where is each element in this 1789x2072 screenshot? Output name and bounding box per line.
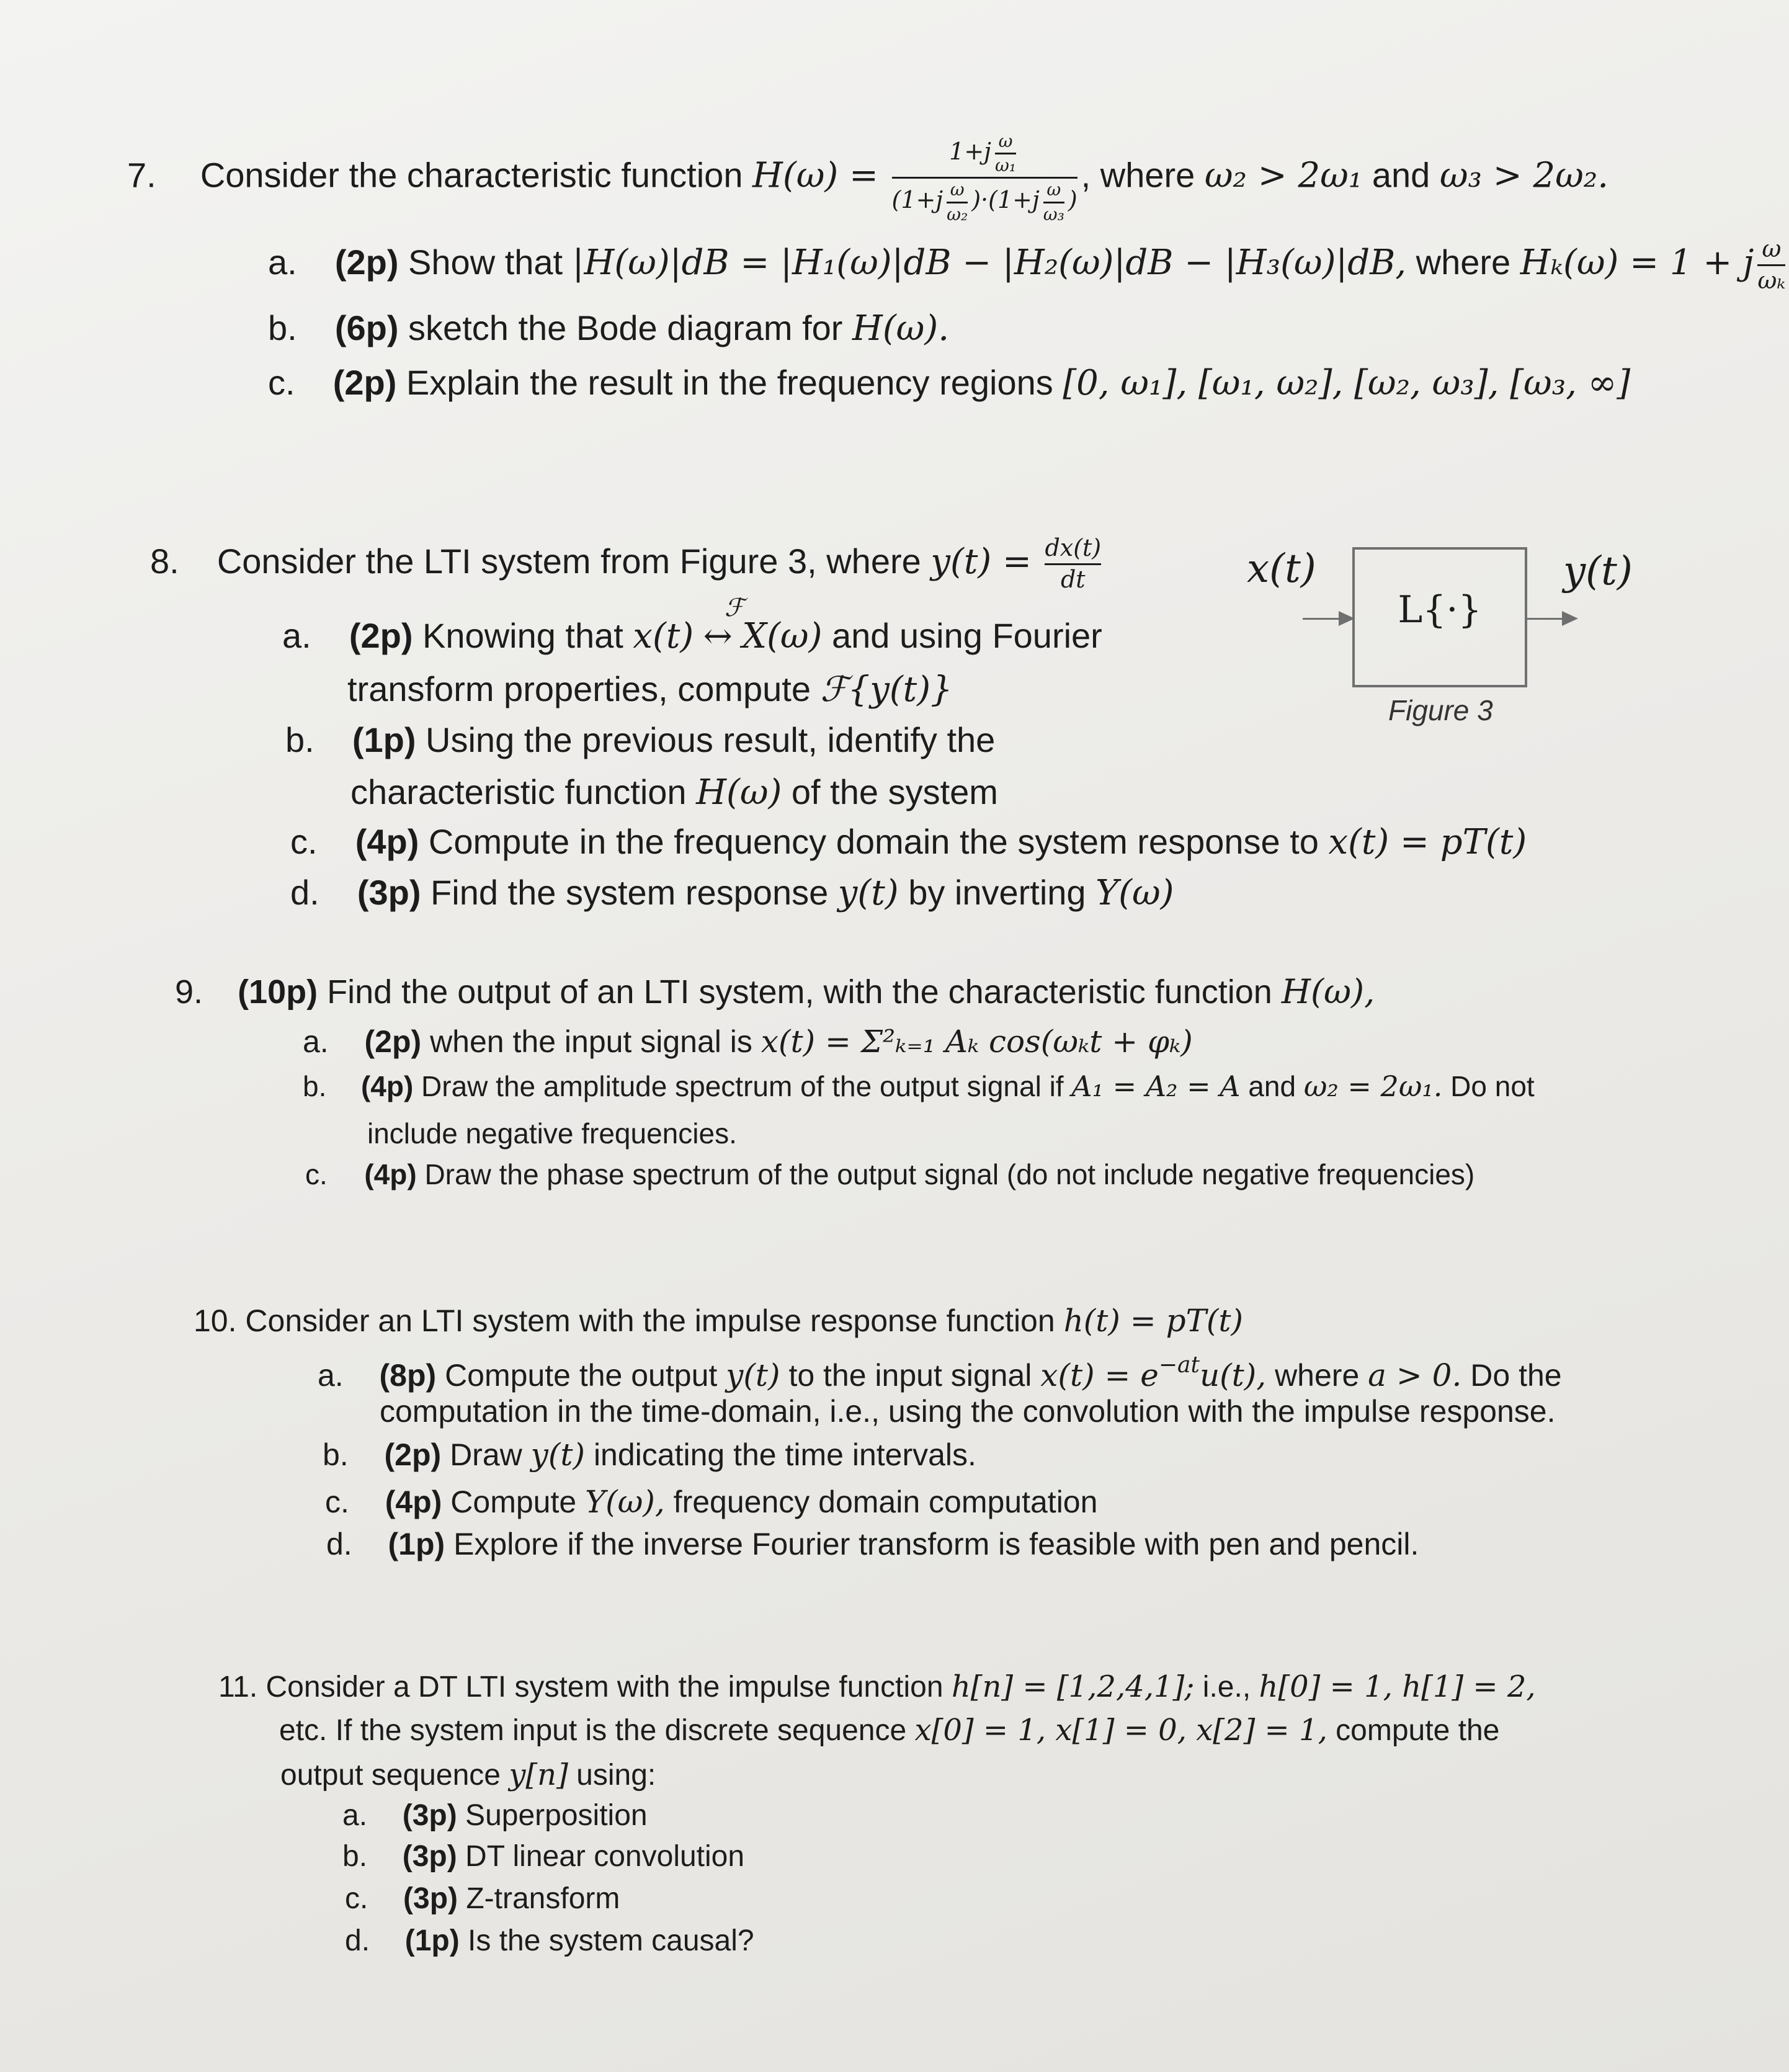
q8d-expr1: y(t) — [837, 873, 899, 913]
q8-lhs: y(t) = — [930, 541, 1032, 582]
q7-frac-den-a: (1+j — [891, 186, 944, 214]
q8d-text2: by inverting — [908, 873, 1086, 912]
q11-line2c: compute the — [1336, 1714, 1500, 1747]
q8a-points: (2p) — [349, 616, 413, 655]
q11c-points: (3p) — [403, 1882, 458, 1915]
q9b-label: b. — [303, 1070, 327, 1102]
figure-system-block — [1352, 547, 1527, 687]
q7-condition-2: ω₃ > 2ω₂. — [1439, 155, 1608, 196]
q10c-expr: Y(ω), — [585, 1484, 665, 1520]
q10b-text2: indicating the time intervals. — [593, 1437, 976, 1472]
q7-comma: , — [1081, 155, 1091, 195]
q7b-points: (6p) — [334, 308, 399, 347]
q10a-text4: Do the — [1470, 1358, 1562, 1393]
q10a-label: a. — [318, 1358, 344, 1393]
q11d-text: Is the system causal? — [468, 1924, 754, 1957]
q8b-line2b: H(ω) — [696, 772, 782, 813]
figure-caption: Figure 3 — [1388, 694, 1493, 726]
q10-line — [194, 1299, 1243, 1342]
q8b-line2c: of the system — [791, 772, 998, 811]
q7-condition-1: ω₂ > 2ω₁ — [1204, 155, 1363, 196]
q7-frac-den-w-2: ω — [1046, 179, 1061, 200]
q9c-label: c. — [305, 1158, 328, 1190]
q8b-line2 — [350, 770, 998, 815]
q7-lhs: H(ω) = — [752, 155, 878, 196]
q10c-label: c. — [325, 1485, 349, 1519]
q7a-points: (2p) — [334, 242, 399, 282]
q7-frac-den-inner-1 — [947, 180, 968, 224]
figure-output-arrow-head — [1562, 611, 1578, 626]
q8-fraction — [1045, 535, 1101, 593]
q10c-points: (4p) — [385, 1485, 442, 1519]
q10d-line — [326, 1522, 1419, 1566]
q7c-label: c. — [268, 363, 295, 402]
q11-expr2: h[0] = 1, h[1] = 2, — [1259, 1669, 1536, 1704]
q11d-points: (1p) — [404, 1924, 460, 1957]
q8a-expr1: x(t) — [633, 616, 694, 656]
q11b-label: b. — [342, 1840, 368, 1873]
q7a-hk-frac — [1757, 236, 1785, 294]
q7a-hk-n: ω — [1762, 235, 1782, 262]
q7-frac-den-c: ) — [1068, 186, 1077, 214]
q11a-line — [342, 1794, 648, 1838]
q11c-label: c. — [345, 1882, 368, 1915]
q7c-expr: [0, ω₁], [ω₁, ω₂], [ω₂, ω₃], [ω₃, ∞] — [1063, 363, 1631, 403]
q7c-line — [268, 361, 1630, 405]
q10-text: Consider an LTI system with the impulse response function — [245, 1303, 1055, 1338]
q9a-text: when the input signal is — [430, 1024, 752, 1059]
q7a-expr: |H(ω)|dB = |H₁(ω)|dB − |H₂(ω)|dB − |H₃(ω)|dB, — [572, 242, 1407, 283]
q7-line — [127, 132, 1608, 225]
q11-expr1: h[n] = [1,2,4,1]; — [951, 1669, 1195, 1704]
q10b-points: (2p) — [384, 1437, 442, 1472]
q7c-text: Explain the result in the frequency regions — [406, 363, 1053, 402]
q11c-line — [345, 1877, 620, 1921]
q8-text: Consider the LTI system from Figure 3, where — [216, 541, 921, 581]
q11-line2b: x[0] = 1, x[1] = 0, x[2] = 1, — [914, 1713, 1327, 1748]
q8d-line — [290, 871, 1174, 915]
q10a-text3: where — [1275, 1358, 1360, 1393]
q10a-line2-text: computation in the time-domain, i.e., using the convolution with the impulse response. — [380, 1394, 1556, 1429]
q11-number: 11. — [218, 1671, 258, 1704]
q8c-expr: x(t) = pT(t) — [1328, 822, 1527, 862]
q10d-text: Explore if the inverse Fourier transform is feasible with pen and pencil. — [453, 1527, 1419, 1561]
q10a-points: (8p) — [379, 1358, 437, 1393]
q9a-line — [303, 1020, 1193, 1063]
q8b-line2a: characteristic function — [350, 772, 687, 811]
q10a-line2 — [380, 1390, 1555, 1433]
figure-output-label: y(t) — [1563, 548, 1633, 594]
q8a-ft-sym: ℱ — [725, 594, 744, 622]
q8d-points: (3p) — [357, 873, 421, 912]
q8a-expr2: X(ω) — [742, 616, 823, 656]
q11b-line — [342, 1835, 744, 1878]
q9b-expr1: A₁ = A₂ = A — [1071, 1069, 1241, 1103]
q9b-points: (4p) — [360, 1070, 414, 1102]
q10c-text2: frequency domain computation — [673, 1485, 1098, 1519]
q7a-where: where — [1416, 242, 1511, 282]
figure-block-label: L{·} — [1398, 588, 1482, 632]
q9c-points: (4p) — [364, 1158, 417, 1190]
q10-number: 10. — [194, 1303, 237, 1338]
q10c-line — [325, 1480, 1097, 1524]
q7-where: where — [1100, 155, 1195, 195]
q11-line2 — [279, 1708, 1499, 1753]
q9b-and: and — [1248, 1070, 1296, 1102]
q7a-line — [268, 236, 1789, 294]
q8b-points: (1p) — [352, 720, 416, 759]
q11-line3 — [280, 1753, 656, 1797]
figure-input-label: x(t) — [1247, 546, 1316, 592]
q11a-text: Superposition — [465, 1799, 648, 1832]
q11d-line — [345, 1919, 754, 1963]
q7-number: 7. — [127, 155, 156, 195]
q9-number: 9. — [175, 973, 203, 1011]
q7-frac-num: 1+j — [949, 138, 991, 166]
figure-output-arrow-line — [1527, 618, 1564, 620]
q10b-label: b. — [323, 1437, 349, 1472]
q10a-expr2: x(t) = e — [1040, 1357, 1159, 1393]
q8d-label: d. — [290, 873, 319, 912]
q8c-label: c. — [290, 822, 318, 861]
q10a-text2: to the input signal — [788, 1358, 1032, 1393]
q10d-label: d. — [326, 1527, 352, 1561]
q7-frac-den-b: )·(1+j — [971, 186, 1040, 214]
q10b-line — [323, 1433, 976, 1476]
q8d-text: Find the system response — [431, 873, 829, 912]
q7a-hk-d: ωₖ — [1757, 266, 1786, 294]
q7-frac-num-inner-d: ω₁ — [994, 155, 1017, 176]
q9-line — [175, 970, 1375, 1014]
q10b-expr: y(t) — [530, 1437, 586, 1473]
q9c-line — [305, 1153, 1474, 1196]
q8c-line — [290, 820, 1527, 864]
q9b-line1 — [303, 1065, 1535, 1108]
q7-frac-den-w3: ω₃ — [1043, 203, 1064, 225]
q11-line1 — [218, 1665, 1536, 1709]
q7-frac-num-inner — [995, 132, 1016, 176]
q9a-expr: x(t) = Σ²ₖ₌₁ Aₖ cos(ωₖt + φₖ) — [761, 1024, 1193, 1060]
q9b-expr2: ω₂ = 2ω₁. — [1303, 1069, 1443, 1103]
q8b-text: Using the previous result, identify the — [426, 720, 996, 759]
q7-frac-den-w: ω — [950, 179, 965, 200]
q10a-text1: Compute the output — [445, 1358, 718, 1393]
q11c-text: Z-transform — [466, 1882, 620, 1915]
q8-line — [150, 535, 1105, 593]
q8-frac-n: dx(t) — [1045, 534, 1102, 561]
q8b-line1 — [285, 718, 995, 762]
q8a-text1: Knowing that — [422, 616, 623, 655]
q8a-line2a: transform properties, compute — [347, 669, 811, 708]
q8a-arrow: ↔ — [703, 616, 733, 656]
q8a-line1 — [282, 614, 1102, 658]
q7-frac-num-inner-n: ω — [998, 131, 1013, 151]
q11-text: Consider a DT LTI system with the impulse function — [265, 1671, 944, 1704]
q11-line3b: y[n] — [509, 1757, 568, 1792]
q7-text: Consider the characteristic function — [200, 155, 743, 195]
q7a-label: a. — [268, 242, 297, 282]
q9-expr: H(ω), — [1281, 972, 1375, 1011]
q10a-expr4: a > 0. — [1368, 1357, 1462, 1393]
q7-frac-den-w2: ω₂ — [947, 203, 968, 225]
figure-input-arrow-line — [1303, 618, 1341, 620]
q8c-points: (4p) — [355, 822, 419, 861]
q10a-expr3: u(t), — [1199, 1357, 1267, 1393]
q11a-label: a. — [342, 1799, 368, 1832]
q11b-points: (3p) — [402, 1840, 457, 1873]
q7-and: and — [1372, 155, 1430, 195]
q11b-text: DT linear convolution — [465, 1840, 745, 1873]
q11-text2: i.e., — [1202, 1671, 1251, 1704]
q9-text: Find the output of an LTI system, with the characteristic function — [327, 973, 1272, 1011]
q9-points: (10p) — [238, 973, 318, 1011]
q7c-points: (2p) — [332, 363, 397, 402]
q7b-label: b. — [268, 308, 297, 347]
q11-line2a: etc. If the system input is the discrete sequence — [279, 1714, 907, 1747]
q7b-expr: H(ω). — [852, 308, 949, 349]
q7a-hk: Hₖ(ω) = 1 + j — [1520, 242, 1754, 283]
q10a-exp: −at — [1158, 1352, 1200, 1378]
q8-frac-d: dt — [1060, 565, 1086, 593]
q9b-text: Draw the amplitude spectrum of the output signal if — [421, 1070, 1064, 1102]
q10-expr: h(t) = pT(t) — [1063, 1303, 1244, 1339]
q8d-expr2: Y(ω) — [1095, 873, 1174, 913]
q8b-label: b. — [285, 720, 315, 759]
q9b-line2 — [367, 1112, 737, 1155]
q8a-line2b: ℱ{y(t)} — [820, 669, 953, 710]
q7b-text: sketch the Bode diagram for — [408, 308, 843, 347]
q8-number: 8. — [150, 541, 179, 581]
q10d-points: (1p) — [388, 1527, 445, 1561]
q10b-text1: Draw — [450, 1437, 522, 1472]
q11-line3c: using: — [576, 1759, 656, 1792]
q9a-label: a. — [303, 1024, 329, 1059]
q8a-line2 — [347, 668, 953, 712]
q8c-text: Compute in the frequency domain the system response to — [428, 822, 1319, 861]
q11-line3a: output sequence — [280, 1759, 501, 1792]
q9c-text: Draw the phase spectrum of the output signal (do not include negative frequencies) — [424, 1158, 1475, 1190]
q8a-label: a. — [282, 616, 311, 655]
q9a-points: (2p) — [364, 1024, 422, 1059]
q11d-label: d. — [345, 1924, 370, 1957]
q7b-line — [268, 306, 949, 351]
q10c-text1: Compute — [450, 1485, 577, 1519]
q7-frac-den-inner-2 — [1043, 180, 1064, 224]
q9b-line2-text: include negative frequencies. — [367, 1117, 737, 1150]
q10a-expr1: y(t) — [726, 1357, 780, 1393]
q7-fraction — [892, 132, 1077, 225]
q7a-text: Show that — [408, 242, 563, 282]
q9b-text2: Do not — [1450, 1070, 1535, 1102]
q8a-text2: and using Fourier — [832, 616, 1102, 655]
q11a-points: (3p) — [402, 1799, 457, 1832]
